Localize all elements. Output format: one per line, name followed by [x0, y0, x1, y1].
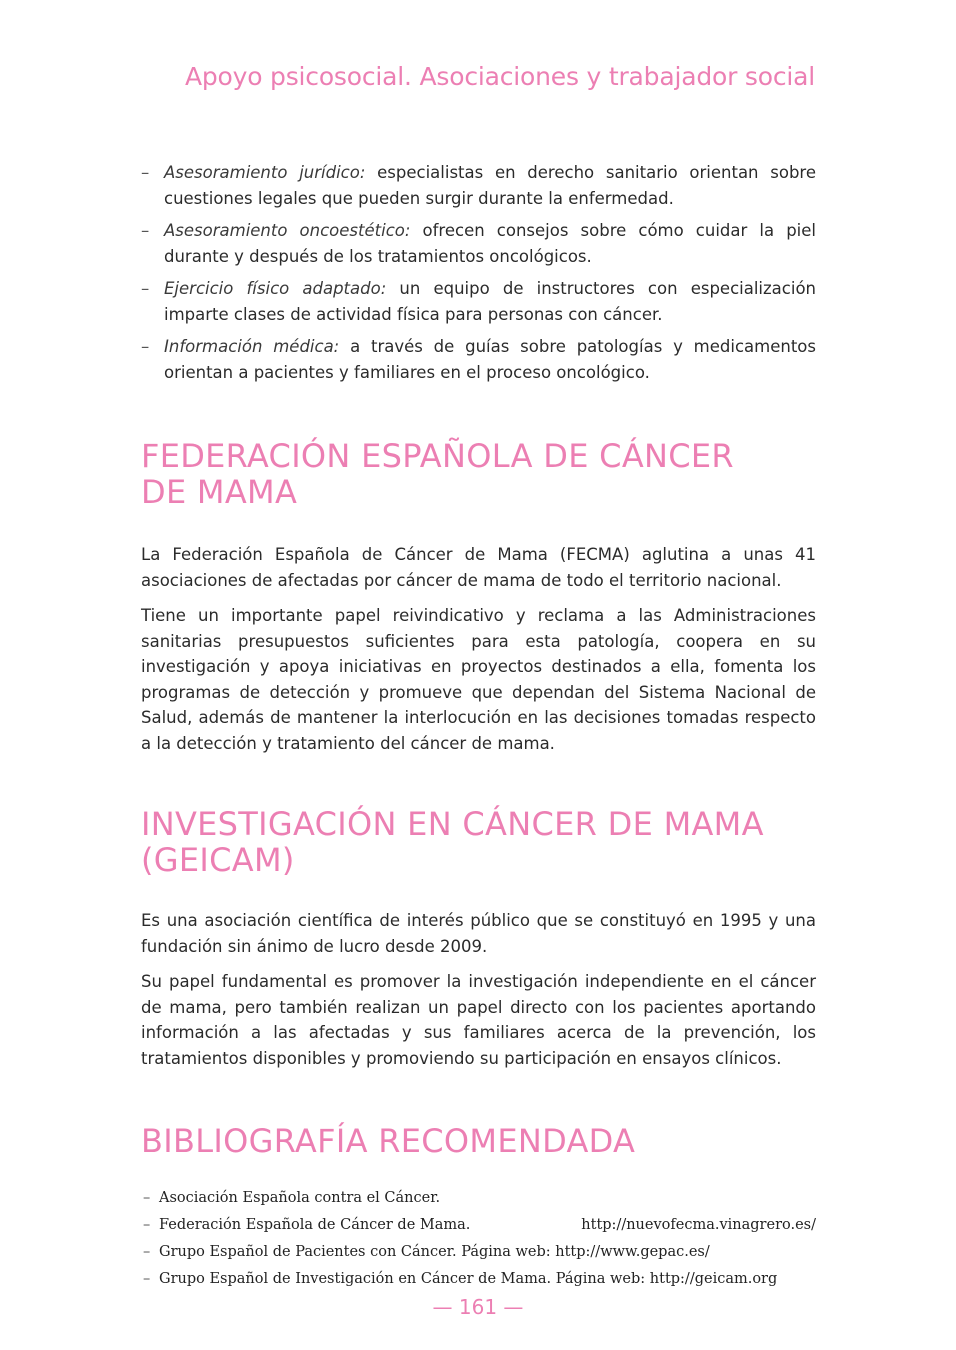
- bibliography-item: [141, 1185, 816, 1212]
- page-content: [141, 160, 816, 1293]
- title-line: DE MAMA: [141, 473, 298, 511]
- bibliography-text: Grupo Español de Investigación en Cáncer de Mama. Página web: http://geicam.org: [159, 1271, 778, 1287]
- bibliography-text: Grupo Español de Pacientes con Cáncer. Página web: http://www.gepac.es/: [159, 1244, 710, 1260]
- section-title-bibliography: BIBLIOGRAFÍA RECOMENDADA: [141, 1122, 636, 1160]
- section-title-fecma: [141, 438, 816, 510]
- bibliography-item: [141, 1212, 816, 1239]
- dash: –: [143, 1271, 151, 1287]
- bibliography-list: [141, 1185, 816, 1293]
- item-term: Asesoramiento oncoestético:: [164, 221, 411, 240]
- title-line: INVESTIGACIÓN EN CÁNCER DE MAMA: [141, 805, 764, 843]
- dash: –: [143, 1190, 151, 1206]
- paragraph: Su papel fundamental es promover la investigación independiente en el cáncer de mama, pero también realizan un papel directo con los pacientes aportando información a las afectadas y sus familiares acerca de la prevención, los tratamientos disponibles y promoviendo su participación en ensayos clínicos.: [141, 972, 816, 1068]
- paragraph: Es una asociación científica de interés público que se constituyó en 1995 y una fundación sin ánimo de lucro desde 2009.: [141, 911, 816, 956]
- page-number: — 161 —: [432, 1295, 524, 1319]
- running-title: Apoyo psicosocial. Asociaciones y trabajador social: [184, 62, 815, 91]
- bibliography-text: Federación Española de Cáncer de Mama.: [159, 1217, 471, 1233]
- list-item: [141, 218, 816, 270]
- paragraph: Tiene un importante papel reivindicativo y reclama a las Administraciones sanitarias presupuestos suficientes para esta patología, coopera en su investigación y apoya iniciativas en proyectos destinados a ella, fomenta los programas de detección y promueve que dependan del Sistema Nacional de Salud, además de mantener la interlocución en las decisiones tomadas respecto a la detección y tratamiento del cáncer de mama.: [141, 606, 816, 753]
- dash: –: [141, 279, 150, 298]
- list-item: [141, 334, 816, 386]
- bibliography-item: [141, 1266, 816, 1293]
- list-item: [141, 276, 816, 328]
- services-list: [141, 160, 816, 386]
- bibliography-text: Asociación Española contra el Cáncer.: [159, 1190, 441, 1206]
- item-term: Ejercicio físico adaptado:: [164, 279, 387, 298]
- item-text: especialistas en derecho sanitario orientan sobre cuestiones legales que pueden surgir durante la enfermedad.: [164, 163, 816, 208]
- title-line: (GEICAM): [141, 841, 295, 879]
- dash: –: [141, 337, 150, 356]
- paragraph: La Federación Española de Cáncer de Mama (FECMA) aglutina a unas 41 asociaciones de afectadas por cáncer de mama de todo el territorio nacional.: [141, 545, 816, 590]
- item-term: Información médica:: [164, 337, 340, 356]
- bibliography-url[interactable]: http://nuevofecma.vinagrero.es/: [581, 1217, 816, 1233]
- dash: –: [141, 221, 150, 240]
- item-text: ofrecen consejos sobre cómo cuidar la piel durante y después de los tratamientos oncológicos.: [164, 221, 816, 266]
- title-line: FEDERACIÓN ESPAÑOLA DE CÁNCER: [141, 437, 734, 475]
- dash: –: [143, 1244, 151, 1260]
- section-title-geicam: [141, 806, 816, 878]
- dash: –: [143, 1217, 151, 1233]
- bibliography-item: [141, 1239, 816, 1266]
- item-text: un equipo de instructores con especialización imparte clases de actividad física para personas con cáncer.: [164, 279, 816, 324]
- item-term: Asesoramiento jurídico:: [164, 163, 366, 182]
- dash: –: [141, 163, 150, 182]
- list-item: [141, 160, 816, 212]
- item-text: a través de guías sobre patologías y medicamentos orientan a pacientes y familiares en el proceso oncológico.: [164, 337, 816, 382]
